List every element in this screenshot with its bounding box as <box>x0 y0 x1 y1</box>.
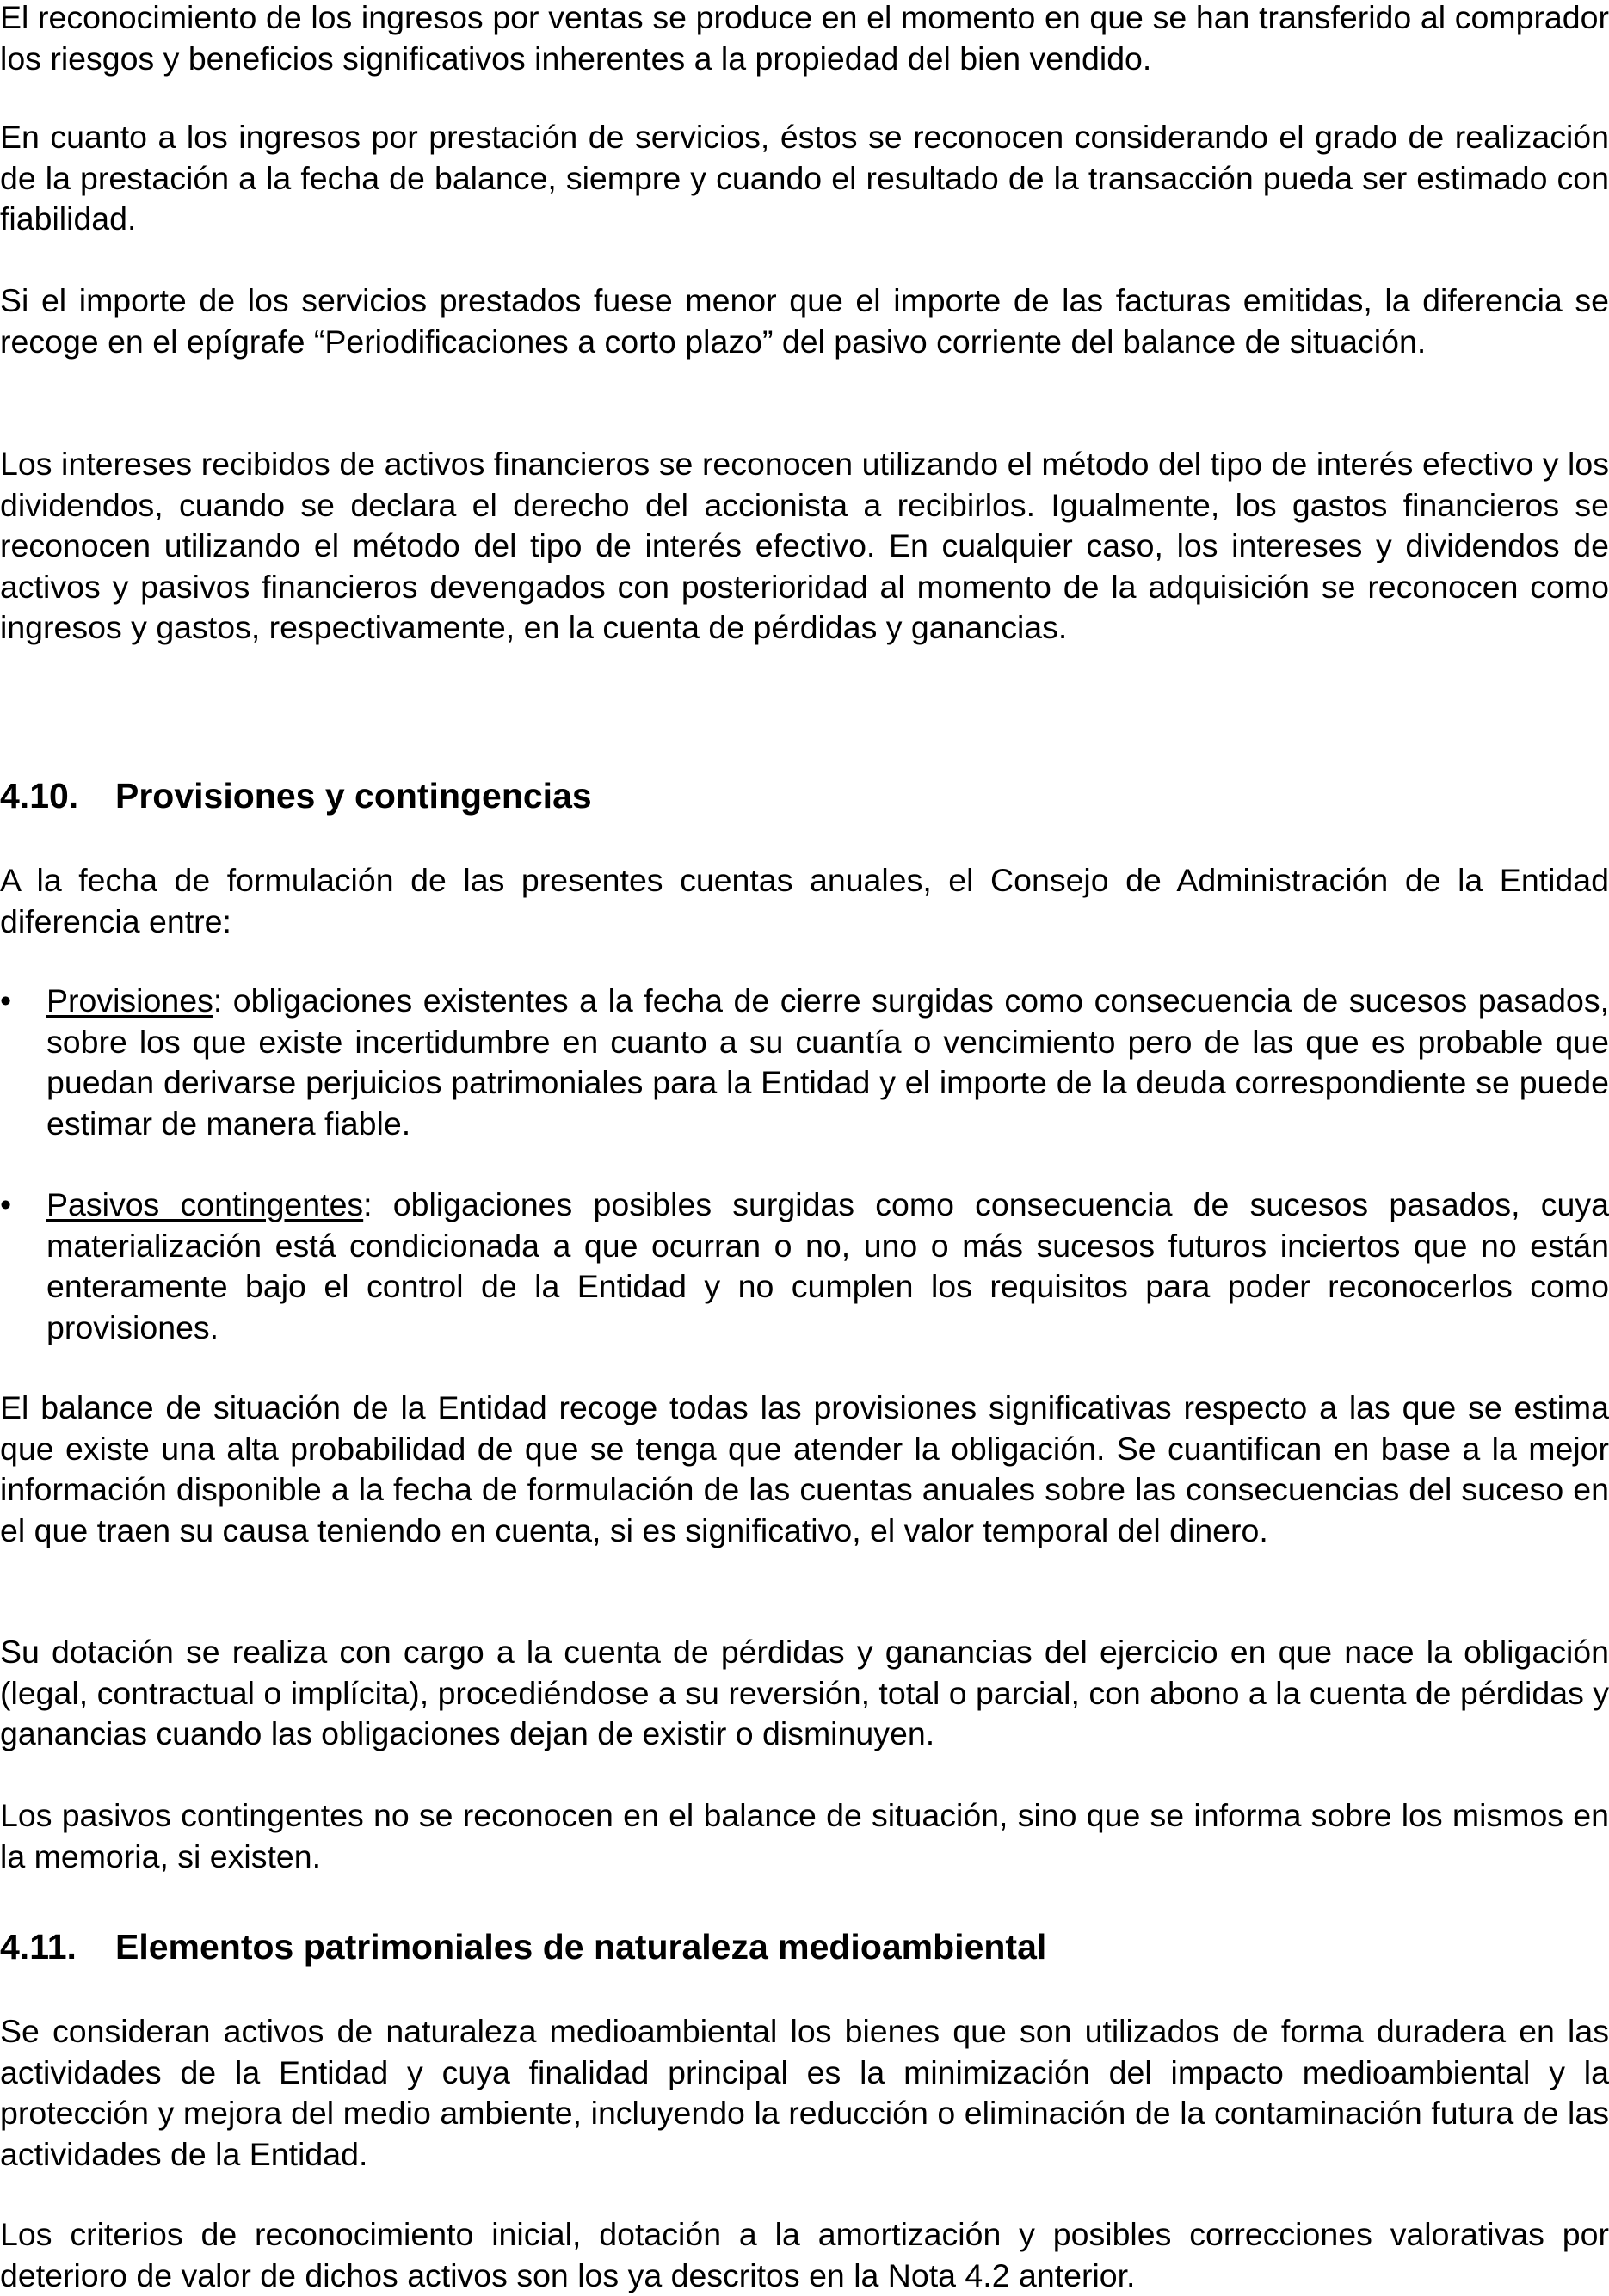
section-title: Elementos patrimoniales de naturaleza medioambiental <box>115 1927 1047 1967</box>
paragraph-pasivos-memoria: Los pasivos contingentes no se reconocen en el balance de situación, sino que se informa sobre los mismos en la memoria, si existen. <box>0 1797 1609 1874</box>
paragraph-interest-dividends: Los intereses recibidos de activos financieros se reconocen utilizando el método del tipo de interés efectivo y los dividendos, cuando se declara el derecho del accionista a recibirlos. Igualmente, los gastos financieros se reconocen utilizando el método del tipo de interés efectivo. En cualquier caso, los intereses y dividendos de activos y pasivos financieros devengados con posterioridad al momento de la adquisición se reconocen como ingresos y gastos, respectivamente, en la cuenta de pérdidas y ganancias. <box>0 446 1609 645</box>
list-item-term: Pasivos contingentes <box>46 1186 364 1222</box>
paragraph-balance-provisions: El balance de situación de la Entidad recoge todas las provisiones significativas respecto a las que se estima que existe una alta probabilidad de que se tenga que atender la obligación. Se cuantifican en base a la mejor información disponible a la fecha de formulación de las cuentas anuales sobre las consecuencias del suceso en el que traen su causa teniendo en cuenta, si es significativo, el valor temporal del dinero. <box>0 1389 1609 1548</box>
section-heading-medioambiental <box>0 1925 1609 1968</box>
list-item-text <box>46 1185 1609 1348</box>
section-title: Provisiones y contingencias <box>115 776 592 816</box>
list-item-definition: : obligaciones existentes a la fecha de cierre surgidas como consecuencia de sucesos pasados, sobre los que existe incertidumbre en cuanto a su cuantía o vencimiento pero de las que es probable que puedan derivarse perjuicios patrimoniales para la Entidad y el importe de la deuda correspondiente se puede estimar de manera fiable. <box>46 982 1609 1142</box>
paragraph-activos-medioambientales: Se consideran activos de naturaleza medioambiental los bienes que son utilizados de forma duradera en las actividades de la Entidad y cuya finalidad principal es la minimización del impacto medioambiental y la protección y mejora del medio ambiente, incluyendo la reducción o eliminación de la contaminación futura de las actividades de la Entidad. <box>0 2013 1609 2172</box>
bullet-icon: • <box>0 1186 12 1222</box>
section-heading-provisiones <box>0 774 1609 817</box>
bullet-icon: • <box>0 982 12 1019</box>
paragraph-revenue-services: En cuanto a los ingresos por prestación de servicios, éstos se reconocen considerando el grado de realización de la prestación a la fecha de balance, siempre y cuando el resultado de la transacción pueda ser estimado con fiabilidad. <box>0 119 1609 237</box>
section-number: 4.11. <box>0 1927 77 1967</box>
list-item-term: Provisiones <box>46 982 213 1019</box>
paragraph-revenue-sales: El reconocimiento de los ingresos por ventas se produce en el momento en que se han transferido al comprador los riesgos y beneficios significativos inherentes a la propiedad del bien vendido. <box>0 0 1609 77</box>
section-number: 4.10. <box>0 776 79 816</box>
paragraph-services-difference: Si el importe de los servicios prestados fuese menor que el importe de las facturas emitidas, la diferencia se recoge en el epígrafe “Periodificaciones a corto plazo” del pasivo corriente del balance de situación. <box>0 282 1609 360</box>
paragraph-dotacion: Su dotación se realiza con cargo a la cuenta de pérdidas y ganancias del ejercicio en que nace la obligación (legal, contractual o implícita), procediéndose a su reversión, total o parcial, con abono a la cuenta de pérdidas y ganancias cuando las obligaciones dejan de existir o disminuyen. <box>0 1634 1609 1751</box>
paragraph-criterios-reconocimiento: Los criterios de reconocimiento inicial, dotación a la amortización y posibles correcciones valorativas por deterioro de valor de dichos activos son los ya descritos en la Nota 4.2 anterior. <box>0 2216 1609 2293</box>
list-item-definition: : obligaciones posibles surgidas como consecuencia de sucesos pasados, cuya materialización está condicionada a que ocurran o no, uno o más sucesos futuros inciertos que no están enteramente bajo el control de la Entidad y no cumplen los requisitos para poder reconocerlos como provisiones. <box>46 1186 1609 1345</box>
list-item-text <box>46 981 1609 1144</box>
paragraph-provisiones-intro: A la fecha de formulación de las presentes cuentas anuales, el Consejo de Administración de la Entidad diferencia entre: <box>0 862 1609 939</box>
